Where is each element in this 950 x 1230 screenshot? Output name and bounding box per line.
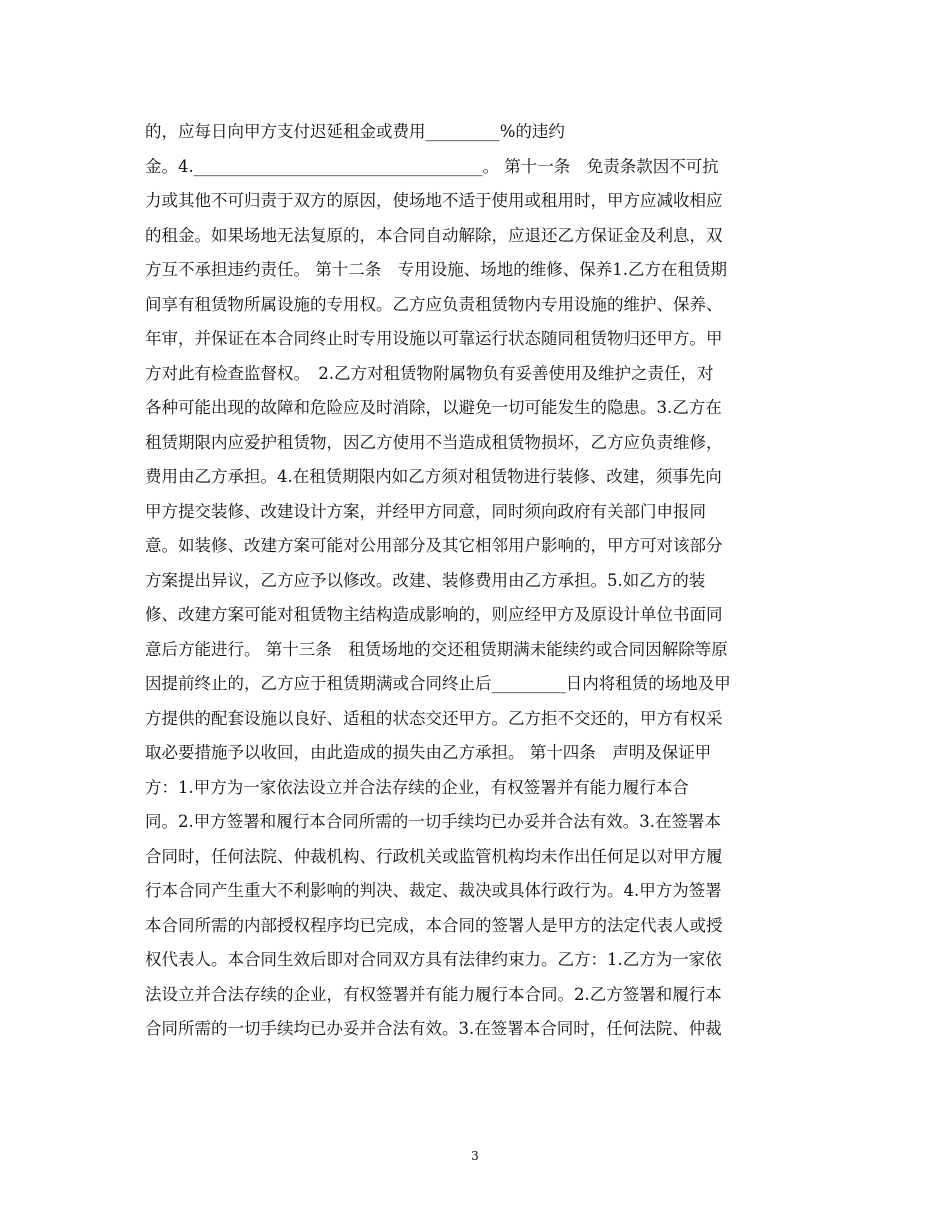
text-line: 行本合同产生重大不利影响的判决、裁定、裁决或具体行政行为。4.甲方为签署 [145, 881, 722, 900]
text-line: 租赁期限内应爱护租赁物，因乙方使用不当造成租赁物损坏，乙方应负责维修， [145, 432, 723, 452]
text-line: 方互不承担违约责任。 第十二条 专用设施、场地的维修、保养1.乙方在租赁期 [145, 260, 727, 279]
text-line: 甲方提交装修、改建设计方案，并经甲方同意，同时须向政府有关部门申报同 [145, 501, 706, 521]
text-line: 的租金。如果场地无法复原的，本合同自动解除，应退还乙方保证金及利息，双 [145, 225, 723, 245]
text-line: 同。2.甲方签署和履行本合同所需的一切手续均已办妥并合法有效。3.在签署本 [145, 812, 721, 831]
contract-body-text [145, 115, 810, 1047]
text-line: 因提前终止的，乙方应于租赁期满或合同终止后_________日内将租赁的场地及甲 [145, 674, 731, 693]
text-line: 方对此有检查监督权。 2.乙方对租赁物附属物负有妥善使用及维护之责任，对 [145, 363, 714, 383]
text-line: 权代表人。本合同生效后即对合同双方具有法律约束力。乙方：1.乙方为一家依 [145, 950, 722, 969]
text-line: 金。4.___________________________________。 第十一条 免责条款因不可抗 [145, 156, 719, 176]
text-line: 本合同所需的内部授权程序均已完成，本合同的签署人是甲方的法定代表人或授 [145, 915, 723, 935]
text-line: 力或其他不可归责于双方的原因，使场地不适于使用或租用时，甲方应减收相应 [145, 191, 723, 210]
text-line: 方：1.甲方为一家依法设立并合法存续的企业，有权签署并有能力履行本合 [145, 777, 689, 797]
text-line: 取必要措施予以收回，由此造成的损失由乙方承担。 第十四条 声明及保证甲 [145, 743, 712, 762]
text-line: 修、改建方案可能对租赁物主结构造成影响的，则应经甲方及原设计单位书面同 [145, 605, 723, 624]
text-line: 方提供的配套设施以良好、适租的状态交还甲方。乙方拒不交还的，甲方有权采 [145, 708, 723, 728]
text-line: 费用由乙方承担。4.在租赁期限内如乙方须对租赁物进行装修、改建，须事先向 [145, 467, 722, 486]
text-line: 的，应每日向甲方支付迟延租金或费用_________%的违约 [145, 122, 565, 141]
text-line: 意后方能进行。 第十三条 租赁场地的交还租赁期满未能续约或合同因解除等原 [145, 639, 728, 659]
text-line: 合同时，任何法院、仲裁机构、行政机关或监管机构均未作出任何足以对甲方履 [145, 846, 723, 866]
text-line: 各种可能出现的故障和危险应及时消除，以避免一切可能发生的隐患。3.乙方在 [145, 398, 722, 417]
text-line: 合同所需的一切手续均已办妥并合法有效。3.在签署本合同时，任何法院、仲裁 [145, 1019, 722, 1038]
text-line: 意。如装修、改建方案可能对公用部分及其它相邻用户影响的，甲方可对该部分 [145, 536, 723, 555]
text-line: 法设立并合法存续的企业，有权签署并有能力履行本合同。2.乙方签署和履行本 [145, 984, 722, 1004]
text-line: 方案提出异议，乙方应予以修改。改建、装修费用由乙方承担。5.如乙方的装 [145, 570, 706, 590]
page-number: 3 [471, 1149, 479, 1163]
text-line: 年审，并保证在本合同终止时专用设施以可靠运行状态随同租赁物归还甲方。甲 [145, 329, 723, 348]
text-line: 间享有租赁物所属设施的专用权。乙方应负责租赁物内专用设施的维护、保养、 [145, 294, 723, 314]
